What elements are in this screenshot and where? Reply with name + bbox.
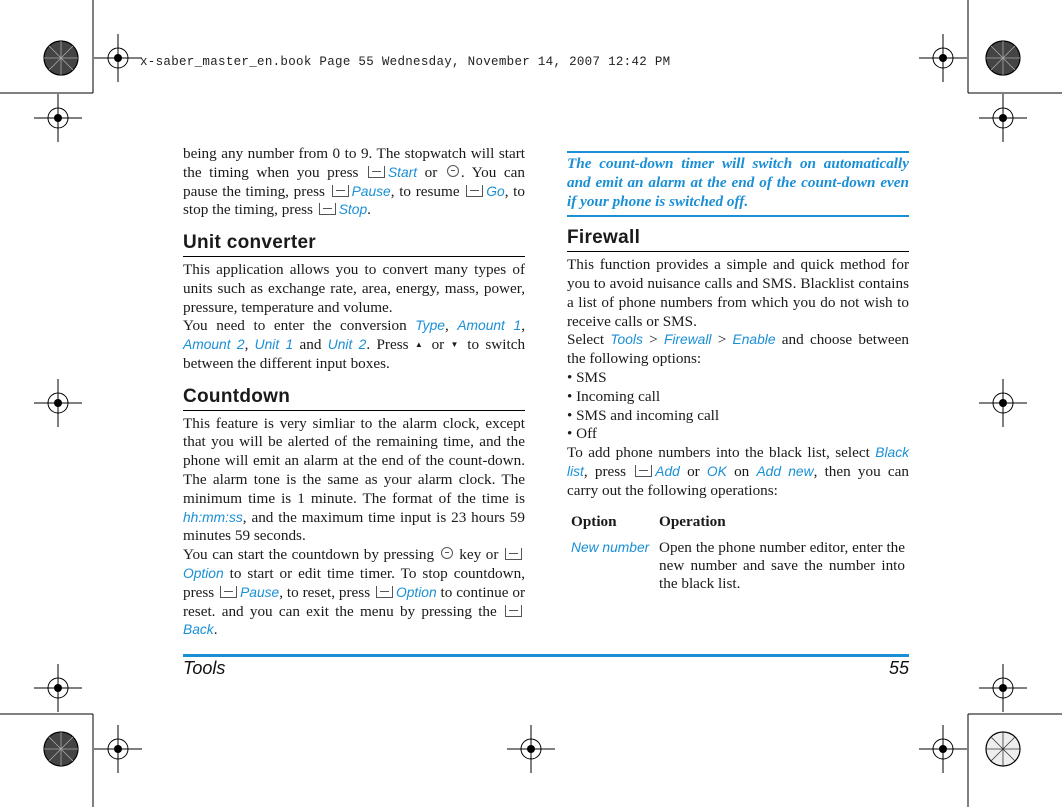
unit-converter-instructions: You need to enter the conversion Type, Amount 1, Amount 2, Unit 1 and Unit 2. Press ▲ or ▼ to switch between the different input boxes. bbox=[183, 317, 526, 372]
up-arrow-icon: ▲ bbox=[414, 340, 426, 350]
left-softkey-icon bbox=[332, 185, 349, 197]
bullet-item: • SMS bbox=[567, 368, 607, 386]
table-row bbox=[567, 535, 909, 597]
bullet-item: • Off bbox=[567, 425, 597, 443]
bullet-item: • Incoming call bbox=[567, 387, 661, 405]
countdown-description: This feature is very simliar to the alarm clock, except that you will be alerted of the remaining time, and the phone will emit an alarm at the end of the count-down. The alarm tone is the same as your alarm clock. The minimum time is 1 minute. The format of the time is hh:mm:ss, and the maximum time input is 23 hours 59 minutes 59 seconds. bbox=[183, 414, 525, 545]
right-softkey-icon bbox=[505, 605, 522, 617]
footer-rule bbox=[183, 654, 909, 657]
right-softkey-icon bbox=[319, 203, 336, 215]
bullet-item: • SMS and incoming call bbox=[567, 406, 720, 424]
left-softkey-icon bbox=[505, 548, 522, 560]
countdown-note-callout: The count-down timer will switch on automatically and emit an alarm at the end of the count-down even if your phone is switched off. bbox=[567, 151, 909, 217]
left-softkey-icon bbox=[466, 185, 483, 197]
unit-converter-heading: Unit converter bbox=[183, 234, 525, 257]
unit-converter-intro: This application allows you to convert many types of units such as exchange rate, area, energy, mass, power, pressure, temperature and volume. bbox=[183, 260, 525, 316]
left-softkey-icon bbox=[368, 166, 385, 178]
firewall-intro: This function provides a simple and quick method for you to avoid nuisance calls and SMS. Blacklist contains a list of phone numbers from which you do not wish to receive calls or SMS. bbox=[567, 256, 909, 330]
down-arrow-icon: ▼ bbox=[450, 340, 461, 350]
countdown-heading: Countdown bbox=[183, 388, 525, 411]
left-softkey-icon bbox=[220, 586, 237, 598]
table-cell-option: New number bbox=[571, 540, 650, 556]
left-column bbox=[183, 145, 525, 640]
table-cell-operation: Open the phone number editor, enter the new number and save the number into the black list. bbox=[659, 539, 905, 593]
table-header-operation: Operation bbox=[659, 512, 726, 530]
operations-table bbox=[567, 509, 909, 598]
blacklist-instructions: To add phone numbers into the black list, select Black list, press Add or OK on Add new, then you can carry out the following operations: bbox=[567, 444, 909, 499]
ok-key-icon bbox=[441, 547, 453, 559]
left-softkey-icon bbox=[635, 465, 652, 477]
right-column bbox=[567, 151, 909, 597]
footer-section-title: Tools bbox=[183, 658, 226, 678]
table-header-option: Option bbox=[571, 512, 617, 530]
countdown-instructions: You can start the countdown by pressing key or Option to start or edit time timer. To stop countdown, press Pause, to reset, press Option to continue or reset. and you can exit the menu by pressing the Back. bbox=[183, 546, 526, 639]
firewall-select-path: Select Tools > Firewall > Enable and choose between the following options: bbox=[567, 331, 909, 368]
ok-key-icon bbox=[447, 165, 459, 177]
stopwatch-paragraph: being any number from 0 to 9. The stopwatch will start the timing when you press Start or . You can pause the timing, press Pause, to resume Go, to stop the timing, press Stop. bbox=[183, 145, 525, 219]
footer-page-number: 55 bbox=[888, 658, 909, 678]
left-softkey-icon bbox=[376, 586, 393, 598]
firewall-heading: Firewall bbox=[567, 229, 909, 252]
book-header: x-saber_master_en.book Page 55 Wednesday, November 14, 2007 12:42 PM bbox=[140, 55, 671, 69]
